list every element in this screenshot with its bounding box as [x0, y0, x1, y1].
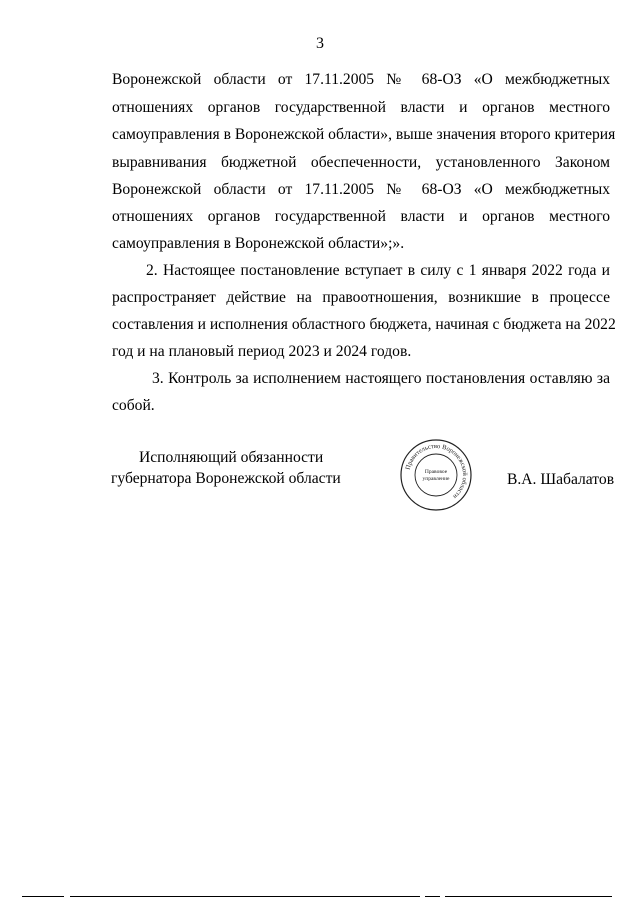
body-line-4: выравнивания бюджетной обеспеченности, установленного Законом: [112, 154, 610, 171]
signature-position-line-1: Исполняющий обязанности: [139, 449, 324, 466]
paragraph-2-line-1: 2. Настоящее постановление вступает в силу с 1 января 2022 года и: [146, 262, 610, 279]
svg-text:Правовое: Правовое: [424, 469, 448, 475]
official-seal-stamp: [398, 437, 474, 513]
body-line-1: Воронежской области от 17.11.2005 № 68-ОЗ «О межбюджетных: [112, 71, 610, 88]
svg-text:управление: управление: [422, 476, 450, 482]
signer-name: В.А. Шабалатов: [507, 471, 615, 488]
svg-text:Правительство Воронежской обла: Правительство Воронежской области: [404, 442, 469, 500]
rule-gap-3: [440, 895, 445, 898]
paragraph-3-line-2: собой.: [112, 397, 155, 414]
page-number: 3: [316, 35, 324, 52]
paragraph-3-line-1: 3. Контроль за исполнением настоящего постановления оставляю за: [152, 370, 610, 387]
signature-position-line-2: губернатора Воронежской области: [111, 470, 341, 487]
rule-gap-2: [420, 895, 425, 898]
page-bottom-rule: [22, 896, 612, 897]
body-line-6: отношениях органов государственной власти и органов местного: [112, 208, 610, 225]
body-line-7: самоуправления в Воронежской области»;».: [112, 235, 405, 252]
rule-gap-1: [64, 895, 70, 898]
body-line-2: отношениях органов государственной власти и органов местного: [112, 99, 610, 116]
body-line-3: самоуправления в Воронежской области», выше значения второго критерия: [112, 126, 616, 143]
paragraph-2-line-4: год и на плановый период 2023 и 2024 годов.: [112, 343, 412, 360]
paragraph-2-line-3: составления и исполнения областного бюджета, начиная с бюджета на 2022: [112, 316, 616, 333]
paragraph-2-line-2: распространяет действие на правоотношения, возникшие в процессе: [112, 289, 610, 306]
body-line-5: Воронежской области от 17.11.2005 № 68-ОЗ «О межбюджетных: [112, 181, 610, 198]
